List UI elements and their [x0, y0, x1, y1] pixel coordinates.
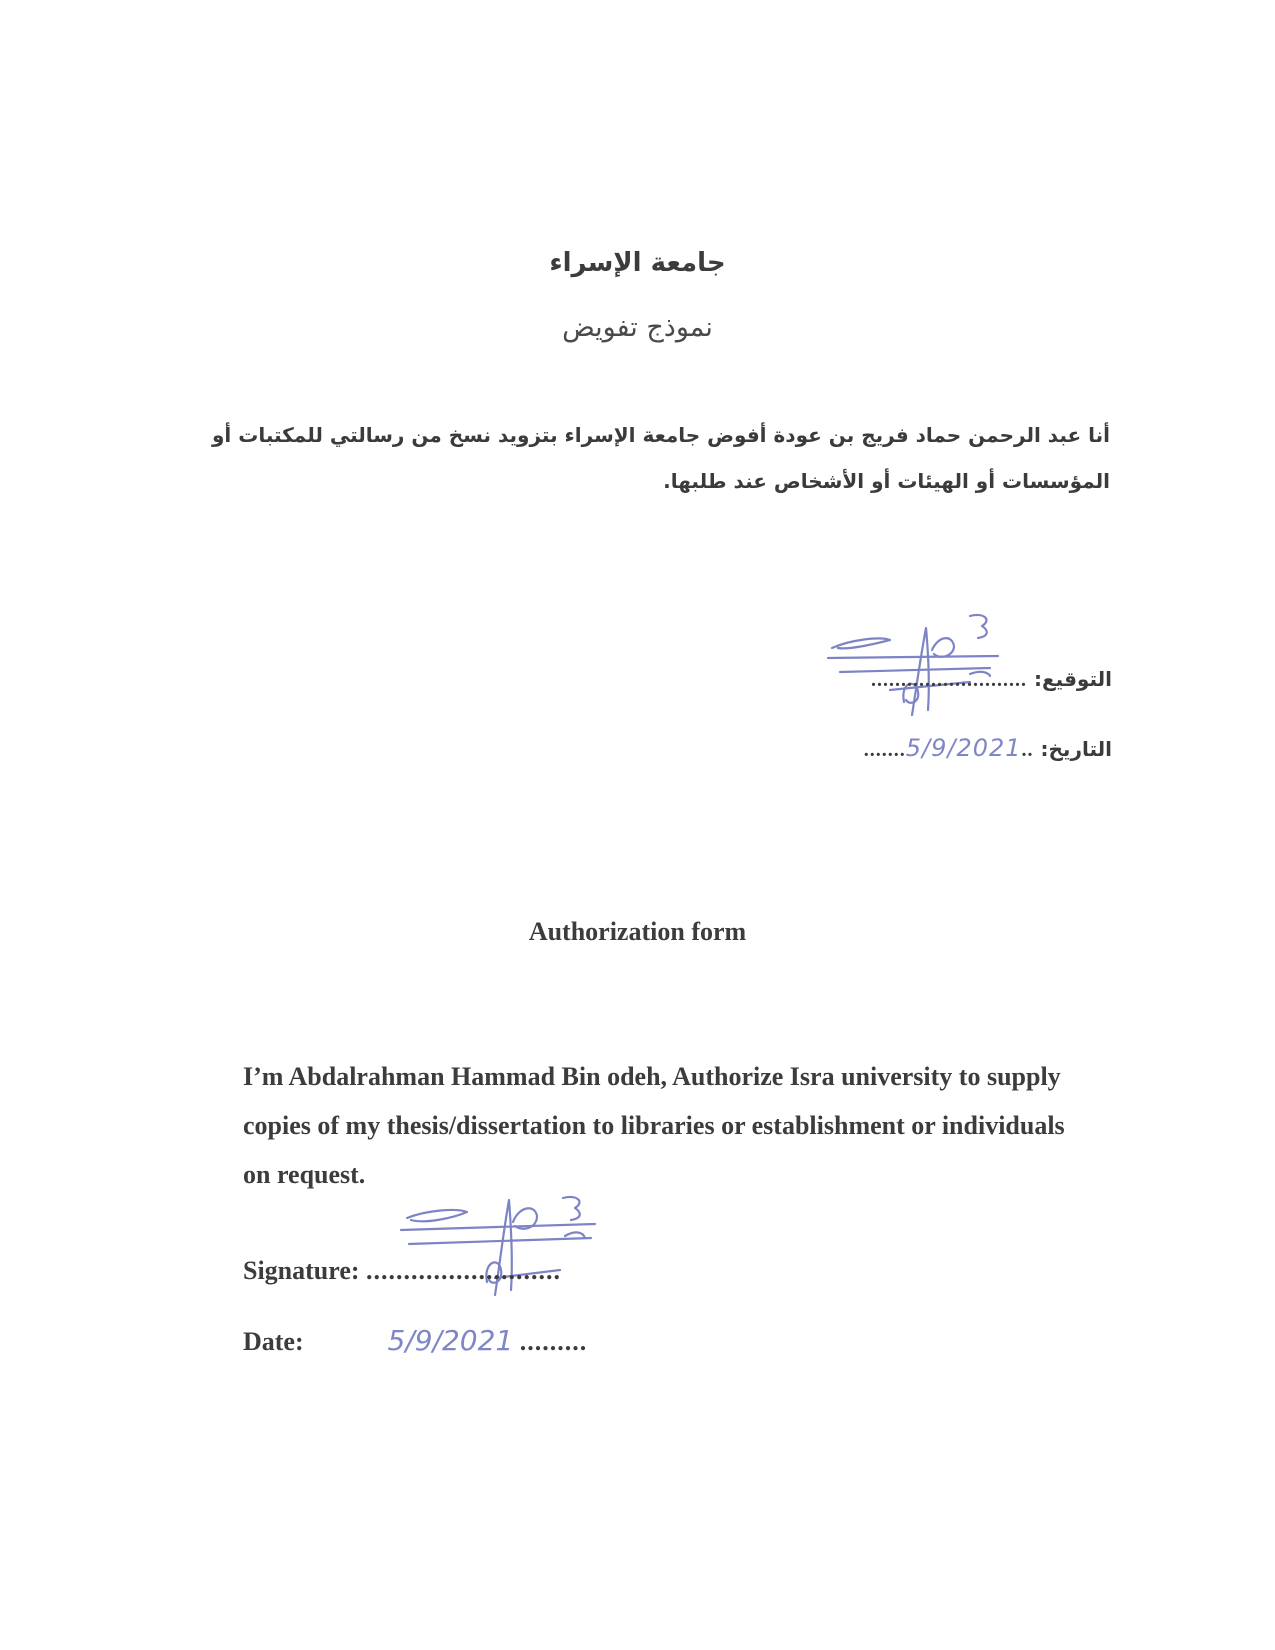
arabic-date-handwritten: 5/9/2021	[905, 734, 1022, 762]
arabic-university-title: جامعة الإسراء	[549, 248, 726, 278]
english-signature-dots: ..........................	[366, 1256, 562, 1285]
arabic-body-line-1: أنا عبد الرحمن حماد فريج بن عودة أفوض جامعة الإسراء بتزويد نسخ من رسالتي للمكتبات أو	[211, 423, 1110, 447]
arabic-signature-dots: ..........................	[871, 669, 1028, 691]
arabic-date-label: التاريخ:	[1040, 737, 1112, 761]
english-date-row	[243, 1324, 587, 1357]
english-date-label: Date:	[243, 1327, 304, 1356]
english-date-handwritten: 5/9/2021	[387, 1324, 514, 1357]
arabic-signature-drawing	[820, 610, 1020, 720]
arabic-body	[211, 412, 1110, 504]
arabic-date-value-group: .......5/9/2021..	[863, 734, 1034, 762]
english-signature-row	[243, 1256, 561, 1286]
english-signature-label: Signature:	[243, 1256, 360, 1285]
arabic-body-line-2: المؤسسات أو الهيئات أو الأشخاص عند طلبها.	[663, 469, 1110, 493]
arabic-date-row	[760, 734, 1112, 762]
english-body-line-3: on request.	[243, 1160, 366, 1189]
arabic-signature-label: التوقيع:	[1034, 667, 1112, 691]
arabic-date-dots: .......	[863, 739, 906, 761]
english-date-dots: .........	[519, 1327, 588, 1356]
english-body	[243, 1052, 1163, 1199]
english-form-title: Authorization form	[528, 917, 747, 946]
english-body-line-1: I’m Abdalrahman Hammad Bin odeh, Authorize Isra university to supply	[243, 1062, 1061, 1091]
english-body-line-2: copies of my thesis/dissertation to libraries or establishment or individuals	[243, 1111, 1065, 1140]
arabic-signature-row	[760, 667, 1112, 692]
arabic-form-title: نموذج تفويض	[562, 312, 713, 343]
